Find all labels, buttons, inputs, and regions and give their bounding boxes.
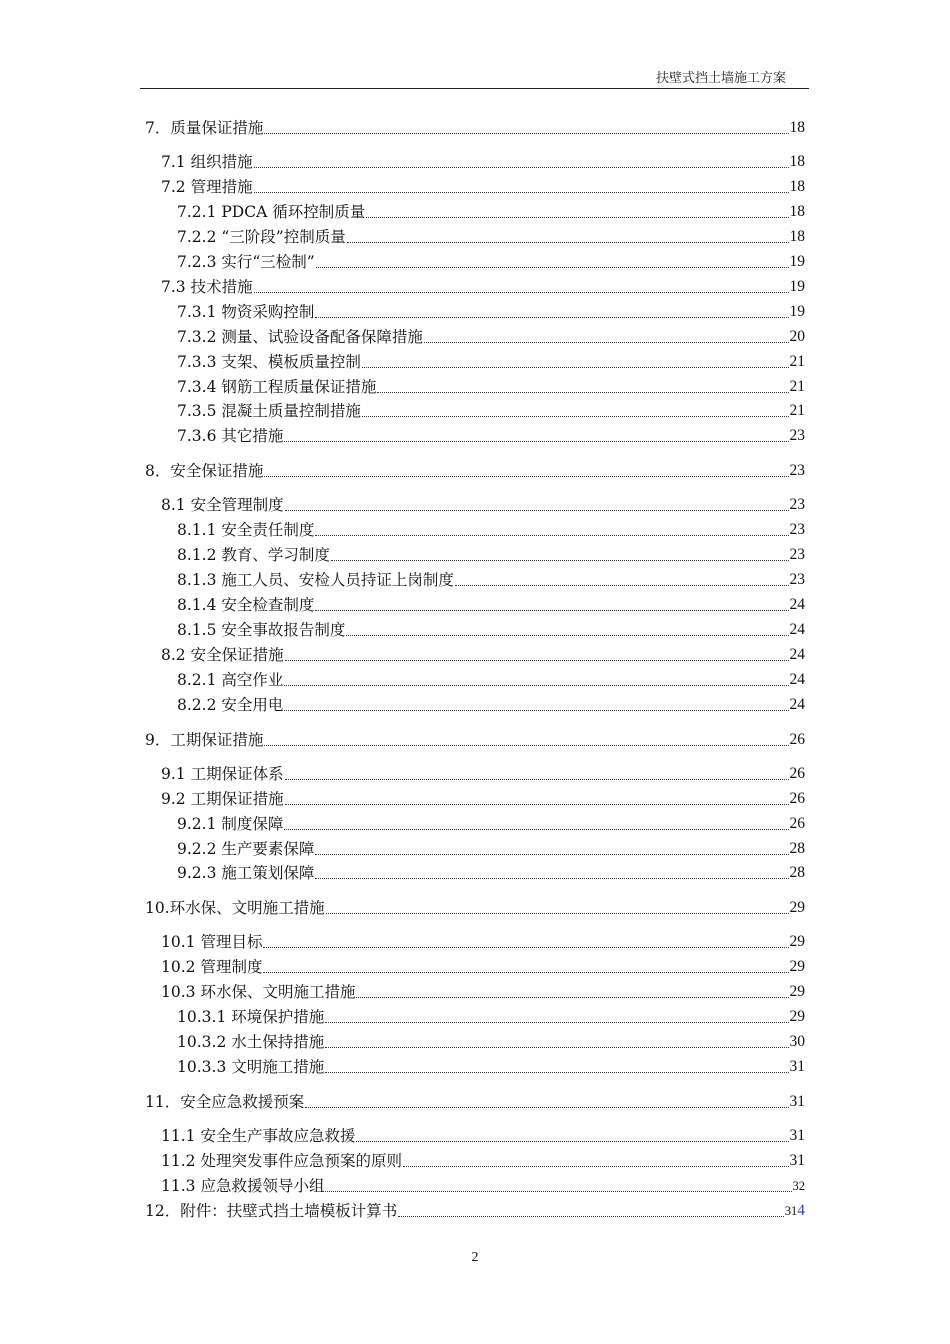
toc-entry-label: 7.2.2 “三阶段”控制质量	[177, 228, 346, 246]
toc-entry[interactable]	[177, 838, 805, 860]
toc-dot-leader	[284, 441, 788, 442]
toc-dot-leader	[398, 1216, 784, 1217]
toc-entry-label: 9．工期保证措施	[145, 731, 264, 749]
toc-dot-leader	[331, 560, 789, 561]
toc-dot-leader	[264, 745, 788, 746]
toc-entry-label: 8.1 安全管理制度	[161, 496, 284, 514]
toc-entry-page-suffix: 4	[797, 1202, 805, 1219]
toc-dot-leader	[403, 1166, 789, 1167]
toc-entry-page: 31	[789, 1093, 805, 1110]
toc-entry-page: 30	[789, 1033, 805, 1050]
header-title: 扶壁式挡土墙施工方案	[655, 71, 786, 86]
toc-entry-label: 7.3.2 测量、试验设备配备保障措施	[177, 328, 423, 346]
toc-entry-page: 29	[789, 958, 805, 975]
toc-entry[interactable]	[161, 1150, 805, 1172]
toc-entry-page: 29	[789, 1008, 805, 1025]
toc-dot-leader	[315, 878, 788, 879]
toc-entry-page: 23	[789, 427, 805, 444]
toc-entry-label: 11.1 安全生产事故应急救援	[161, 1127, 356, 1145]
toc-dot-leader	[285, 510, 789, 511]
toc-entry-label: 9.2 工期保证措施	[161, 790, 284, 808]
toc-entry[interactable]	[145, 1200, 805, 1222]
toc-dot-leader	[315, 610, 788, 611]
toc-entry-page: 32	[792, 1179, 805, 1193]
toc-entry-label: 10.环水保、文明施工措施	[145, 899, 325, 917]
toc-dot-leader	[377, 392, 788, 393]
toc-dot-leader	[264, 476, 788, 477]
toc-entry[interactable]	[177, 251, 805, 273]
toc-entry-label: 8.1.1 安全责任制度	[177, 521, 315, 539]
toc-entry-page: 29	[789, 933, 805, 950]
toc-entry[interactable]	[177, 326, 805, 348]
toc-entry-page: 31	[789, 1152, 805, 1169]
toc-entry[interactable]	[177, 351, 805, 373]
toc-entry[interactable]	[161, 931, 805, 953]
toc-entry-page: 21	[789, 353, 805, 370]
toc-entry-label: 7.3 技术措施	[161, 278, 253, 296]
toc-dot-leader	[362, 367, 789, 368]
toc-dot-leader	[346, 635, 788, 636]
toc-entry-label: 8.1.5 安全事故报告制度	[177, 621, 346, 639]
toc-entry-page: 28	[789, 840, 805, 857]
toc-dot-leader	[264, 133, 788, 134]
toc-entry-page: 18	[789, 119, 805, 136]
toc-entry-label: 8．安全保证措施	[145, 462, 264, 480]
toc-entry-page: 24	[789, 646, 805, 663]
toc-entry-label: 8.1.4 安全检查制度	[177, 596, 315, 614]
toc-entry[interactable]	[161, 176, 805, 198]
toc-entry-label: 7．质量保证措施	[145, 119, 264, 137]
toc-entry[interactable]	[145, 117, 805, 139]
toc-entry-page: 23	[789, 462, 805, 479]
toc-entry-label: 7.2.3 实行“三检制”	[177, 253, 315, 271]
toc-entry-label: 8.1.2 教育、学习制度	[177, 546, 330, 564]
toc-dot-leader	[254, 167, 789, 168]
toc-entry[interactable]	[161, 276, 805, 298]
toc-entry[interactable]	[145, 1091, 805, 1113]
toc-entry-page: 23	[789, 546, 805, 563]
toc-dot-leader	[284, 710, 788, 711]
toc-dot-leader	[347, 242, 789, 243]
toc-entry-label: 11.2 处理突发事件应急预案的原则	[161, 1152, 402, 1170]
toc-entry-label: 11．安全应急救援预案	[145, 1093, 305, 1111]
toc-entry-label: 10.3 环水保、文明施工措施	[161, 983, 356, 1001]
toc-entry-page: 26	[789, 815, 805, 832]
toc-entry-label: 8.2.1 高空作业	[177, 671, 284, 689]
toc-dot-leader	[315, 854, 788, 855]
toc-entry-page: 24	[789, 696, 805, 713]
toc-entry[interactable]	[177, 694, 805, 716]
toc-entry[interactable]	[177, 1056, 805, 1078]
toc-entry-page: 18	[789, 228, 805, 245]
toc-entry[interactable]	[177, 669, 805, 691]
toc-entry-page: 23	[789, 521, 805, 538]
toc-dot-leader	[325, 1022, 788, 1023]
toc-dot-leader	[366, 217, 788, 218]
toc-entry-label: 10.2 管理制度	[161, 958, 263, 976]
toc-entry-page: 24	[789, 621, 805, 638]
toc-dot-leader	[285, 804, 789, 805]
toc-entry-page: 26	[789, 731, 805, 748]
toc-entry-page: 19	[789, 278, 805, 295]
toc-entry-label: 10.1 管理目标	[161, 933, 263, 951]
toc-entry[interactable]	[177, 569, 805, 591]
toc-entry[interactable]	[177, 519, 805, 541]
toc-entry[interactable]	[177, 594, 805, 616]
toc-entry-label: 7.2 管理措施	[161, 178, 253, 196]
toc-entry[interactable]	[161, 1175, 805, 1197]
toc-entry-page: 24	[789, 671, 805, 688]
toc-entry[interactable]	[161, 956, 805, 978]
toc-entry-page: 18	[789, 153, 805, 170]
toc-entry-label: 11.3 应急救援领导小组	[161, 1177, 325, 1195]
toc-entry-page: 23	[789, 496, 805, 513]
toc-dot-leader	[285, 660, 789, 661]
toc-dot-leader	[254, 192, 789, 193]
toc-entry-page: 29	[789, 983, 805, 1000]
toc-dot-leader	[424, 342, 789, 343]
toc-entry-label: 7.3.4 钢筋工程质量保证措施	[177, 378, 377, 396]
toc-entry[interactable]	[161, 981, 805, 1003]
toc-entry-page: 18	[789, 203, 805, 220]
toc-dot-leader	[285, 779, 789, 780]
toc-entry-label: 9.1 工期保证体系	[161, 765, 284, 783]
toc-entry[interactable]	[177, 376, 805, 398]
toc-entry-page: 26	[789, 765, 805, 782]
toc-entry-page: 20	[789, 328, 805, 345]
toc-entry-label: 9.2.2 生产要素保障	[177, 840, 315, 858]
toc-entry-label: 12．附件：扶壁式挡土墙模板计算书	[145, 1202, 398, 1220]
toc-entry-label: 9.2.1 制度保障	[177, 815, 284, 833]
toc-entry-page: 21	[789, 378, 805, 395]
toc-entry-label: 7.3.5 混凝土质量控制措施	[177, 402, 361, 420]
toc-dot-leader	[455, 585, 789, 586]
toc-dot-leader	[254, 292, 789, 293]
toc-entry[interactable]	[177, 400, 805, 422]
toc-entry[interactable]	[145, 460, 805, 482]
toc-dot-leader	[325, 1072, 788, 1073]
toc-entry[interactable]	[177, 1031, 805, 1053]
toc-dot-leader	[316, 267, 789, 268]
toc-entry-page: 18	[789, 178, 805, 195]
toc-dot-leader	[305, 1107, 788, 1108]
toc-entry-page: 28	[789, 864, 805, 881]
toc-entry-page	[785, 1200, 805, 1222]
toc-entry[interactable]	[161, 151, 805, 173]
toc-entry-page: 23	[789, 571, 805, 588]
toc-dot-leader	[356, 1141, 788, 1142]
toc-dot-leader	[356, 997, 788, 998]
toc-dot-leader	[325, 1047, 788, 1048]
toc-entry-page: 29	[789, 899, 805, 916]
toc-entry[interactable]	[161, 644, 805, 666]
toc-entry[interactable]	[177, 301, 805, 323]
toc-entry[interactable]	[161, 763, 805, 785]
toc-dot-leader	[326, 913, 789, 914]
toc-dot-leader	[315, 317, 788, 318]
toc-entry[interactable]	[177, 425, 805, 447]
toc-entry-page: 19	[789, 253, 805, 270]
toc-entry[interactable]	[177, 544, 805, 566]
toc-entry[interactable]	[161, 1125, 805, 1147]
toc-entry-label: 7.3.6 其它措施	[177, 427, 284, 445]
toc-entry[interactable]	[177, 862, 805, 884]
toc-entry-label: 10.3.2 水土保持措施	[177, 1033, 325, 1051]
toc-entry[interactable]	[177, 1006, 805, 1028]
toc-entry-page: 24	[789, 596, 805, 613]
toc-entry-page: 26	[789, 790, 805, 807]
toc-entry[interactable]	[161, 494, 805, 516]
toc-entry-label: 9.2.3 施工策划保障	[177, 864, 315, 882]
toc-entry-page: 31	[789, 1127, 805, 1144]
toc-dot-leader	[315, 535, 788, 536]
toc-dot-leader	[362, 416, 789, 417]
toc-entry[interactable]	[177, 201, 805, 223]
toc-dot-leader	[284, 829, 788, 830]
toc-entry[interactable]	[145, 729, 805, 751]
toc-entry-label: 7.3.1 物资采购控制	[177, 303, 315, 321]
toc-entry[interactable]	[161, 788, 805, 810]
toc-dot-leader	[263, 947, 788, 948]
toc-entry-page: 21	[789, 402, 805, 419]
toc-entry-page-main: 31	[784, 1204, 798, 1218]
page-number: 2	[471, 1250, 479, 1265]
toc-entry-page: 19	[789, 303, 805, 320]
toc-entry-label: 7.1 组织措施	[161, 153, 253, 171]
toc-entry-label: 8.2.2 安全用电	[177, 696, 284, 714]
toc-entry-label: 7.3.3 支架、模板质量控制	[177, 353, 361, 371]
toc-entry-label: 8.2 安全保证措施	[161, 646, 284, 664]
toc-dot-leader	[263, 972, 788, 973]
toc-entry-label: 8.1.3 施工人员、安检人员持证上岗制度	[177, 571, 454, 589]
toc-entry-label: 10.3.1 环境保护措施	[177, 1008, 325, 1026]
toc-entry-label: 10.3.3 文明施工措施	[177, 1058, 325, 1076]
toc-entry[interactable]	[177, 226, 805, 248]
toc-entry[interactable]	[177, 813, 805, 835]
toc-entry[interactable]	[145, 897, 805, 919]
toc-dot-leader	[284, 685, 788, 686]
toc-entry[interactable]	[177, 619, 805, 641]
toc-entry-page: 31	[789, 1058, 805, 1075]
toc-dot-leader	[325, 1191, 791, 1192]
toc-entry-label: 7.2.1 PDCA 循环控制质量	[177, 203, 366, 221]
